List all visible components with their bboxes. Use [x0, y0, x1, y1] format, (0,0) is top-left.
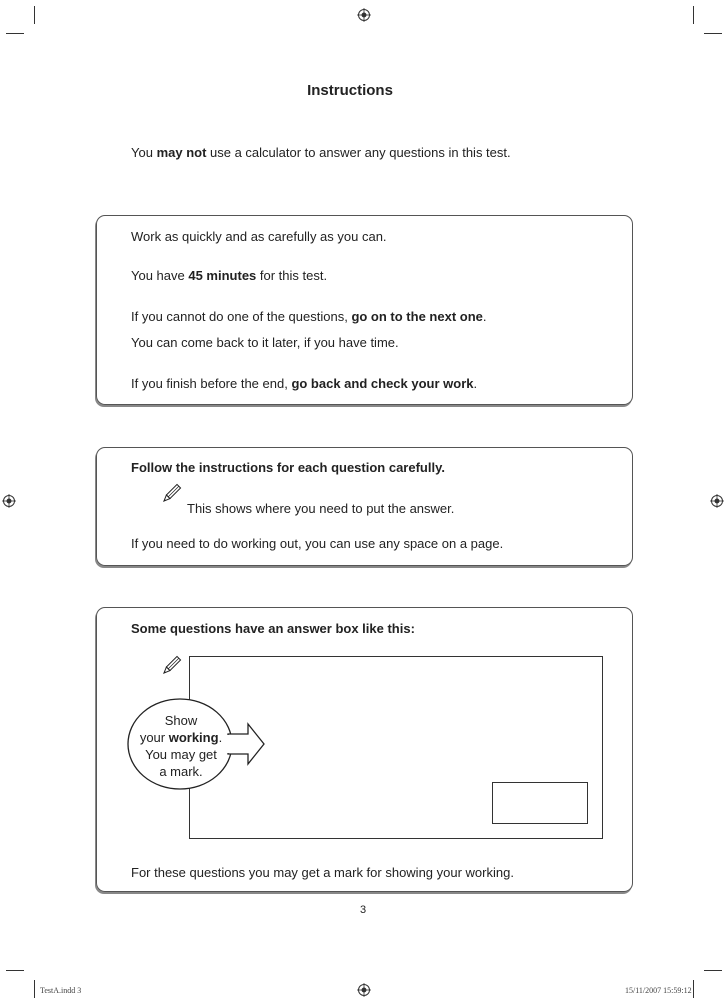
registration-mark-icon — [710, 494, 724, 508]
file-slug: TestA.indd 3 — [40, 986, 82, 995]
crop-mark — [704, 33, 722, 34]
answer-mark-box — [492, 782, 588, 824]
pencil-icon — [160, 483, 182, 505]
text: You have — [131, 268, 189, 283]
crop-mark — [6, 970, 24, 971]
crop-mark — [6, 33, 24, 34]
text: You — [131, 145, 157, 160]
emphasis: 45 minutes — [188, 268, 257, 283]
emphasis: go back and check your work — [291, 376, 474, 391]
text: for this test. — [256, 268, 328, 283]
page-title: Instructions — [307, 82, 393, 99]
speed-instruction: Work as quickly and as carefully as you can. — [131, 229, 387, 244]
text: your — [139, 730, 169, 745]
answer-box-heading: Some questions have an answer box like this: — [131, 621, 415, 636]
registration-mark-icon — [357, 8, 371, 22]
pencil-icon — [160, 655, 182, 677]
bubble-line: Show — [164, 713, 198, 728]
bubble-line: You may get — [145, 747, 217, 762]
text: If you cannot do one of the questions, — [131, 309, 352, 324]
page-number: 3 — [360, 904, 367, 916]
skip-instruction — [131, 309, 487, 324]
emphasis: working — [168, 730, 219, 745]
follow-instructions-heading: Follow the instructions for each question carefully. — [131, 460, 445, 475]
working-note: If you need to do working out, you can use any space on a page. — [131, 536, 504, 551]
text: If you finish before the end, — [131, 376, 292, 391]
calculator-instruction — [131, 145, 511, 160]
emphasis: go on to the next one — [351, 309, 483, 324]
bubble-line: a mark. — [159, 764, 203, 779]
pencil-note: This shows where you need to put the answer. — [187, 501, 455, 516]
text: . — [482, 309, 487, 324]
check-instruction — [131, 376, 477, 391]
crop-mark — [34, 6, 35, 24]
text: use a calculator to answer any questions in this test. — [206, 145, 511, 160]
text: . — [473, 376, 478, 391]
bubble-line — [128, 729, 234, 746]
crop-mark — [704, 970, 722, 971]
working-mark-note: For these questions you may get a mark for showing your working. — [131, 865, 514, 880]
registration-mark-icon — [2, 494, 16, 508]
crop-mark — [693, 6, 694, 24]
crop-mark — [693, 980, 694, 998]
date-slug: 15/11/2007 15:59:12 — [625, 986, 692, 995]
registration-mark-icon — [357, 983, 371, 997]
crop-mark — [34, 980, 35, 998]
time-instruction — [131, 268, 327, 283]
emphasis: may not — [156, 145, 207, 160]
come-back-instruction: You can come back to it later, if you have time. — [131, 335, 399, 350]
bubble-text — [128, 712, 234, 780]
text: . — [218, 730, 223, 745]
